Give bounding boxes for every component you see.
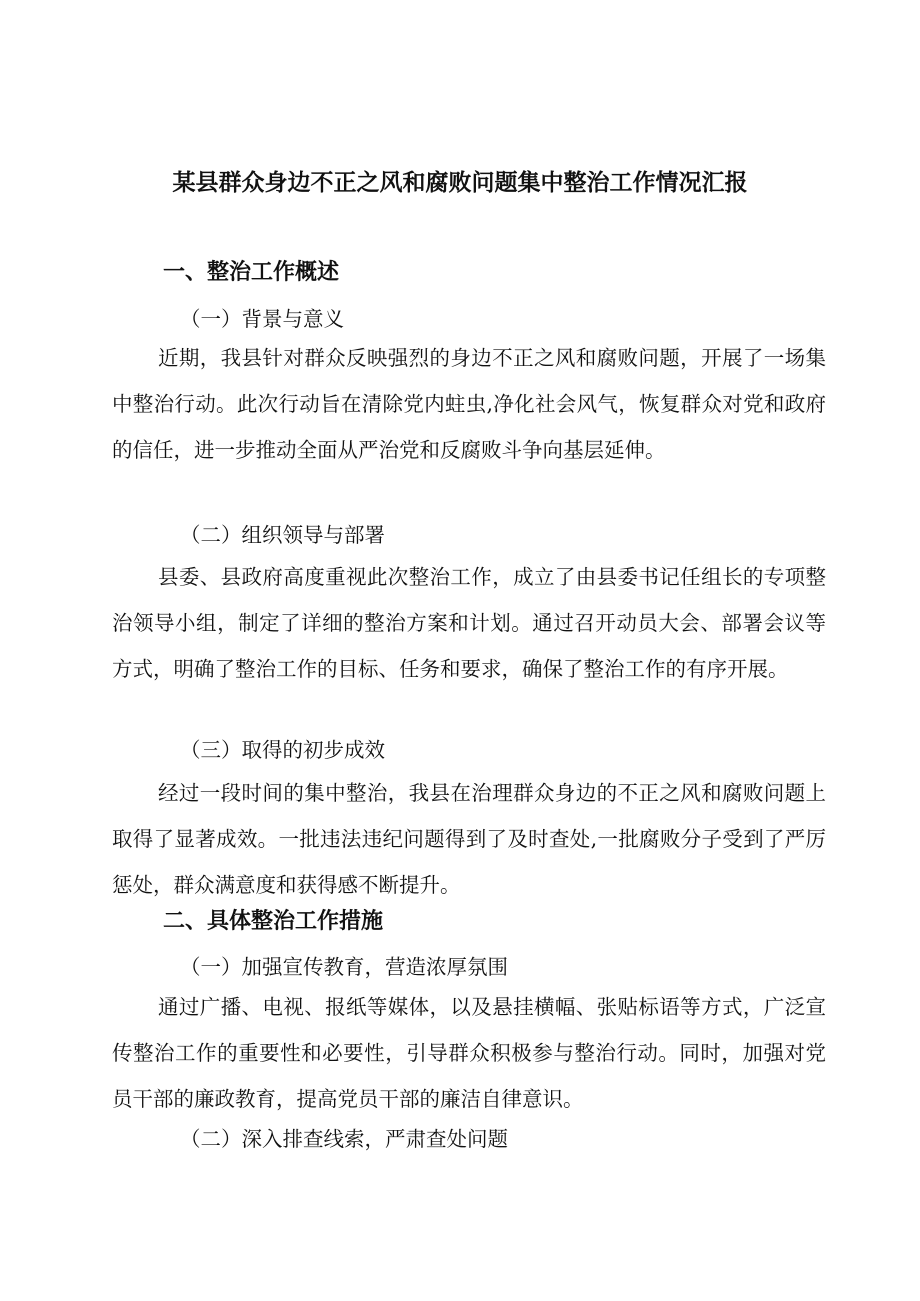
paragraph-1-1: 近期，我县针对群众反映强烈的身边不正之风和腐败问题，开展了一场集中整治行动。此次行动旨在清除党内蛀虫,净化社会风气，恢复群众对党和政府的信任，进一步推动全面从严治党和反腐败斗争向基层延伸。 — [112, 346, 826, 462]
subsection-heading-1-3: （三）取得的初步成效 — [180, 738, 385, 762]
paragraph-1-3: 经过一段时间的集中整治，我县在治理群众身边的不正之风和腐败问题上取得了显著成效。一批违法违纪问题得到了及时查处,一批腐败分子受到了严厉惩处，群众满意度和获得感不断提升。 — [112, 781, 826, 897]
subsection-heading-2-2: （二）深入排查线索，严肃查处问题 — [180, 1127, 508, 1151]
section-heading-2: 二、具体整治工作措施 — [163, 909, 384, 934]
subsection-heading-2-1: （一）加强宣传教育，营造浓厚氛围 — [180, 955, 508, 979]
subsection-heading-1-2: （二）组织领导与部署 — [180, 523, 385, 547]
section-heading-1: 一、整治工作概述 — [163, 260, 340, 285]
paragraph-2-1: 通过广播、电视、报纸等媒体，以及悬挂横幅、张贴标语等方式，广泛宣传整治工作的重要性和必要性，引导群众积极参与整治行动。同时，加强对党员干部的廉政教育，提高党员干部的廉洁自律意识。 — [112, 995, 826, 1111]
document-title: 某县群众身边不正之风和腐败问题集中整治工作情况汇报 — [172, 170, 748, 196]
subsection-heading-1-1: （一）背景与意义 — [180, 307, 344, 331]
paragraph-1-2: 县委、县政府高度重视此次整治工作，成立了由县委书记任组长的专项整治领导小组，制定了详细的整治方案和计划。通过召开动员大会、部署会议等方式，明确了整治工作的目标、任务和要求，确保了整治工作的有序开展。 — [112, 565, 826, 681]
